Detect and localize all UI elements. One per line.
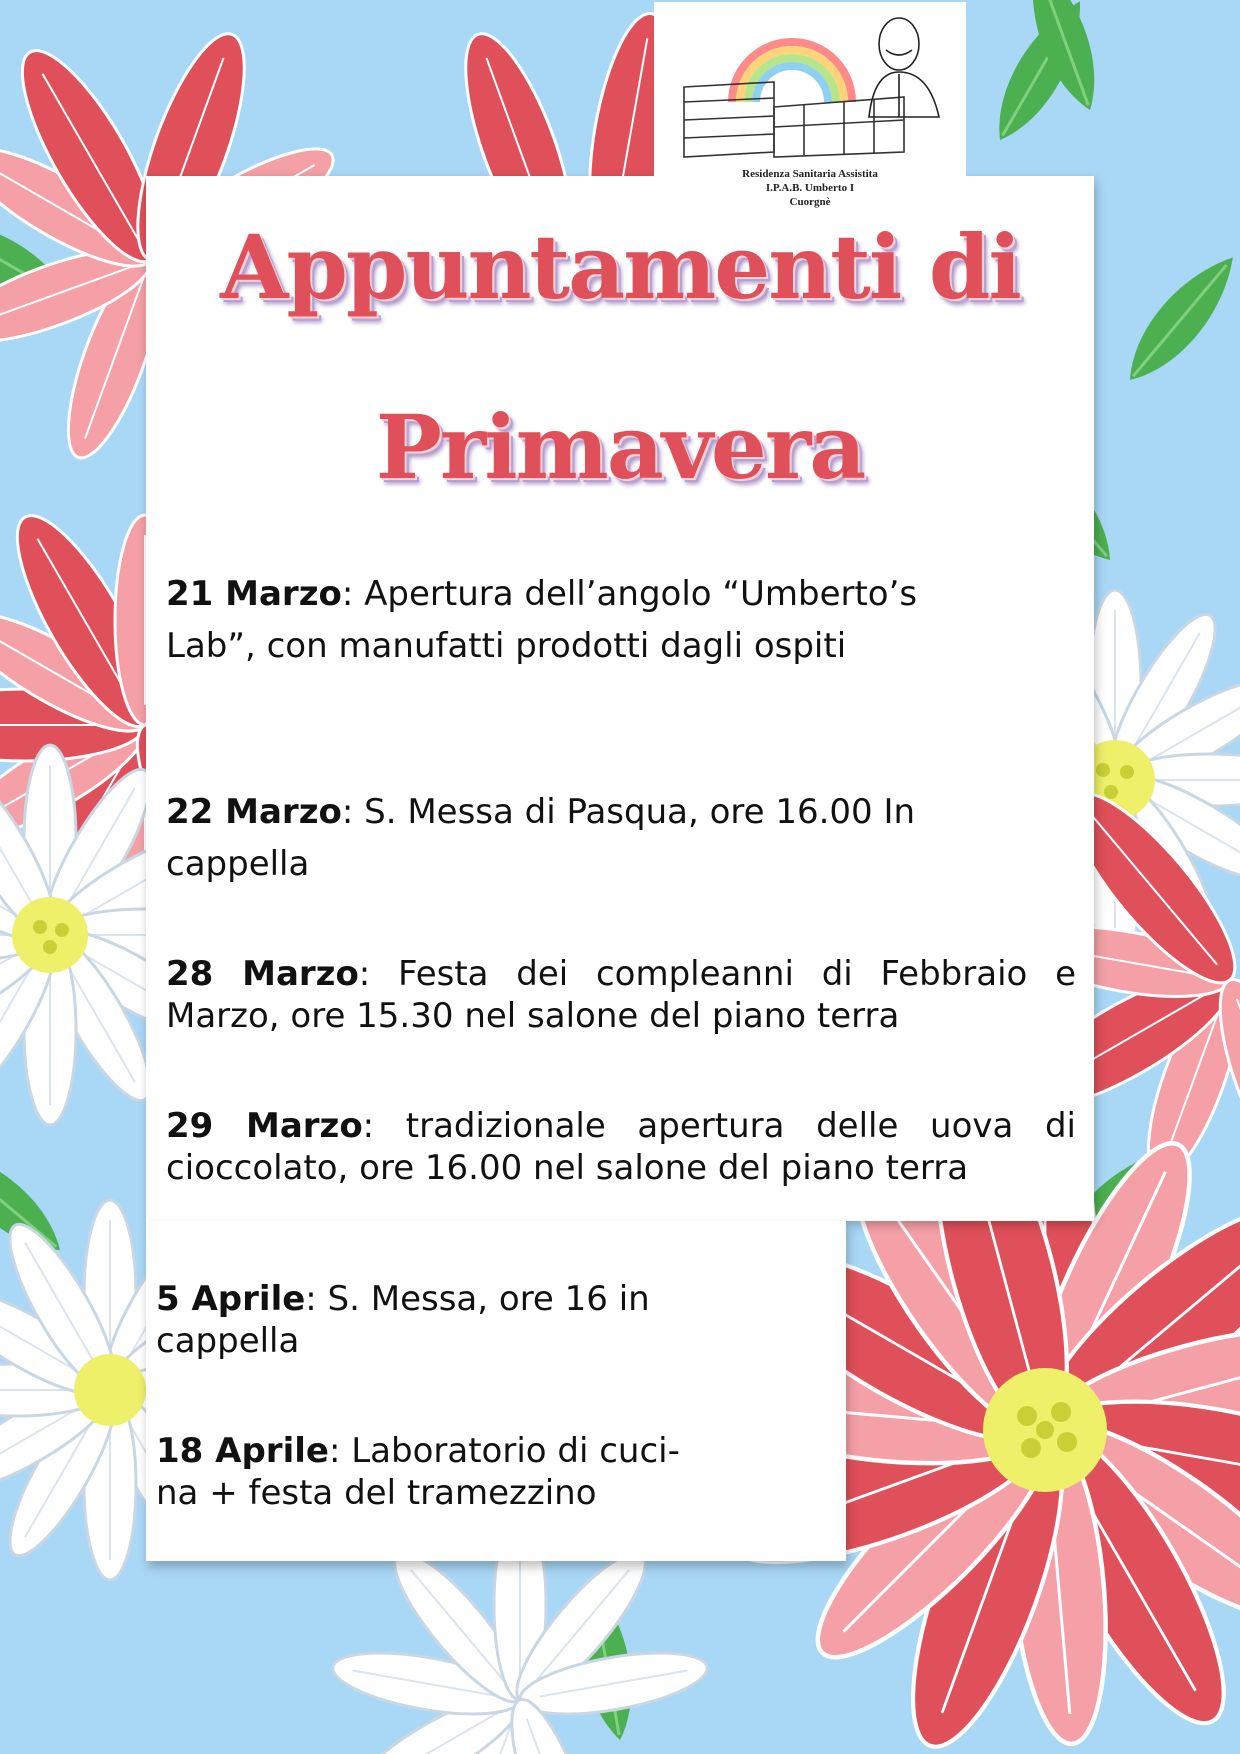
- event-separator: :: [341, 792, 354, 832]
- event-text: S. Messa, ore 16 in cappella: [156, 1279, 650, 1361]
- event-date: 29 Marzo: [166, 1106, 363, 1146]
- event-separator: :: [341, 574, 354, 614]
- logo-line-3: Cuorgnè: [789, 196, 831, 208]
- logo-line-1: Residenza Sanitaria Assistita: [742, 168, 878, 180]
- title-line-2: Primavera: [375, 395, 865, 499]
- event-5: [156, 1278, 696, 1362]
- event-3: [166, 953, 1076, 1037]
- content-panel: [146, 176, 1094, 1221]
- event-separator: :: [358, 954, 371, 994]
- event-date: 21 Marzo: [166, 574, 342, 614]
- event-separator: :: [305, 1279, 317, 1319]
- event-text: S. Messa di Pasqua, ore 16.00 In cappella: [166, 792, 916, 884]
- event-text: Festa dei compleanni di Febbraio e Marzo, ore 15.30 nel salone del piano terra: [166, 954, 1076, 1036]
- event-text: Apertura dell’angolo “Umberto’s Lab”, con manufatti prodotti dagli ospiti: [166, 574, 918, 666]
- title-line-1: Appuntamenti di: [220, 215, 1020, 319]
- event-date: 22 Marzo: [166, 792, 342, 832]
- event-date: 28 Marzo: [166, 954, 359, 994]
- event-date: 5 Aprile: [156, 1279, 306, 1319]
- event-text: tradizionale apertura delle uova di cioccolato, ore 16.00 nel salone del piano terra: [166, 1106, 1076, 1188]
- event-2: [166, 786, 926, 890]
- event-date: 18 Aprile: [156, 1431, 329, 1471]
- event-separator: :: [362, 1106, 375, 1146]
- event-6: [156, 1430, 716, 1514]
- event-1: [166, 568, 946, 672]
- logo-line-2: I.P.A.B. Umberto I: [765, 182, 855, 194]
- institution-logo: [654, 2, 966, 212]
- event-text: Laboratorio di cuci-na + festa del tramezzino: [156, 1431, 680, 1513]
- event-4: [166, 1105, 1076, 1189]
- event-separator: :: [328, 1431, 341, 1471]
